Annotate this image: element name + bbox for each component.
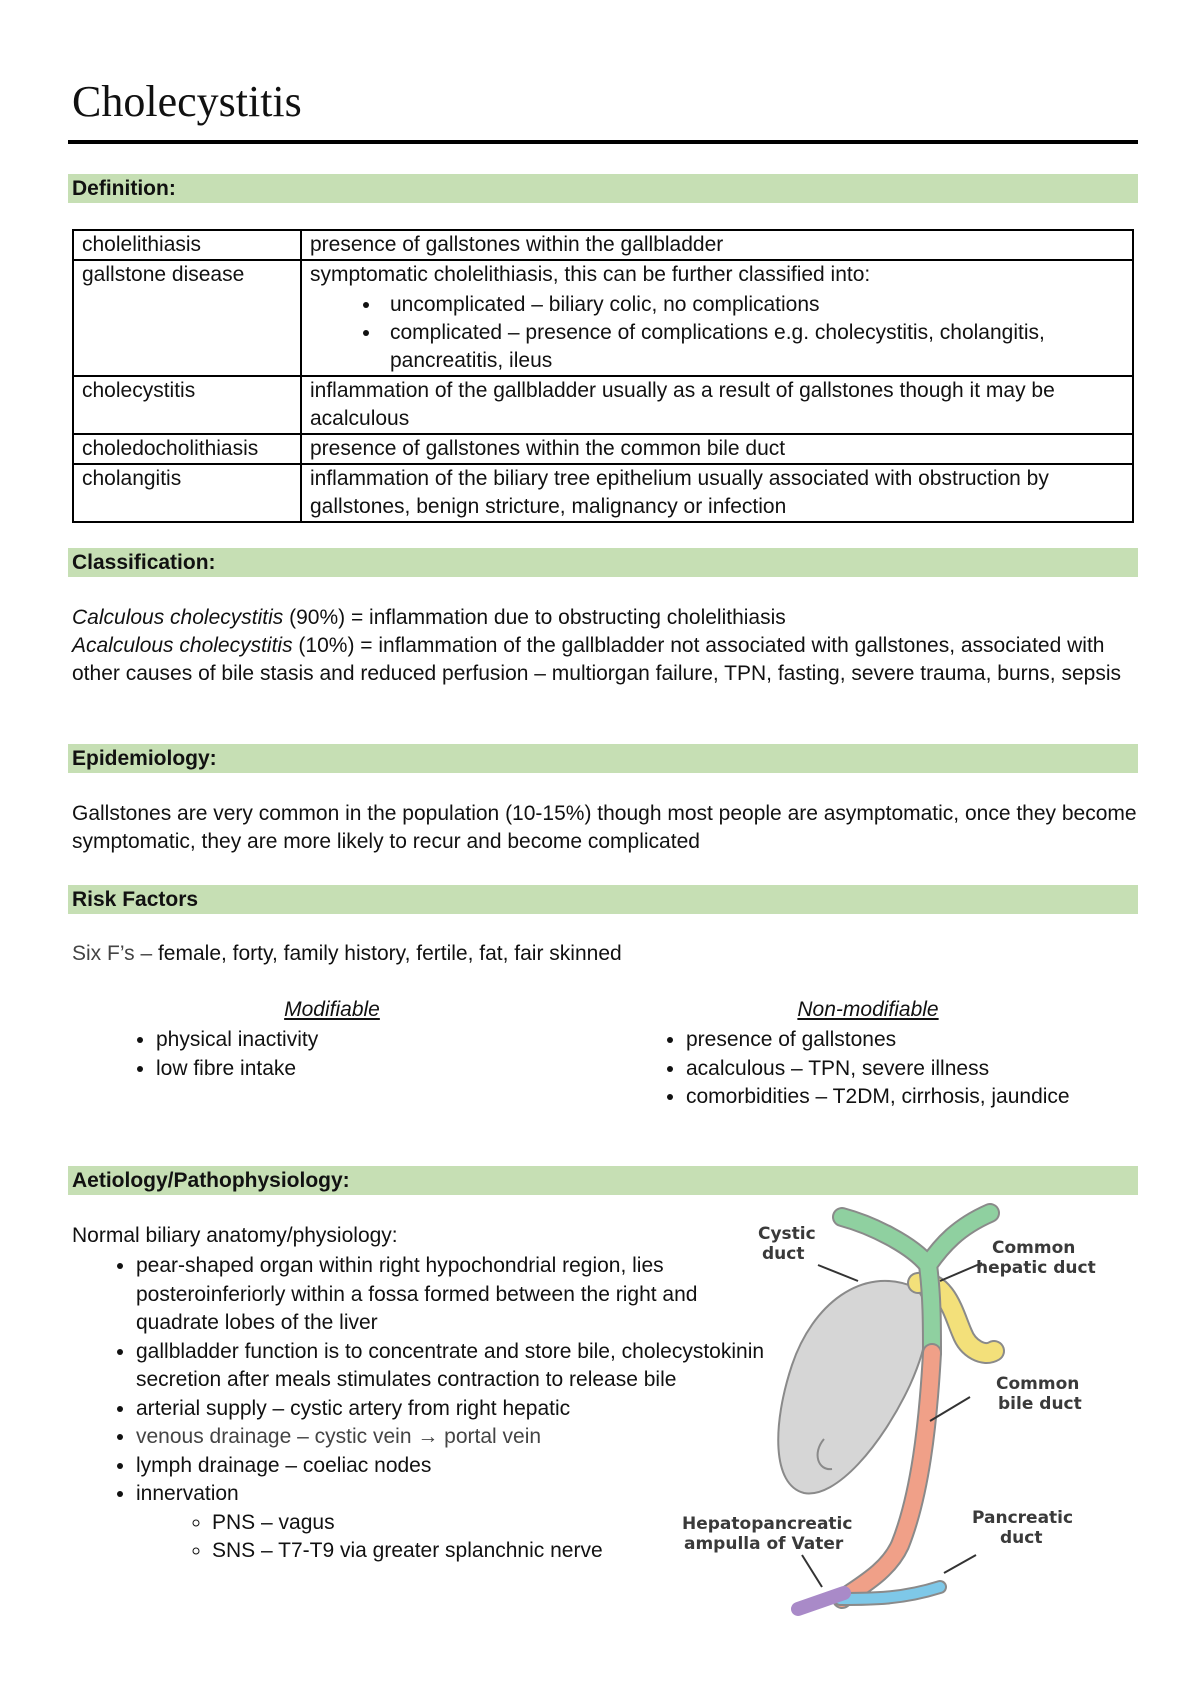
table-row [73, 260, 1133, 376]
anatomy-list [60, 1252, 776, 1566]
section-header-epidemiology [68, 744, 1138, 773]
innervation-sublist [136, 1509, 776, 1566]
innervation-text: innervation [136, 1482, 239, 1505]
list-item: • comorbidities – T2DM, cirrhosis, jaundice [686, 1083, 1086, 1112]
biliary-anatomy-diagram [682, 1224, 1172, 1625]
list-item: • arterial supply – cystic artery from right hepatic [136, 1395, 776, 1424]
cystic-duct-label-1: Cystic [758, 1224, 816, 1244]
list-item: • lymph drainage – coeliac nodes [136, 1452, 776, 1481]
common-bile-duct-label-1: Common [996, 1374, 1080, 1394]
common-bile-duct-label-2: bile duct [998, 1394, 1082, 1414]
list-item: • uncomplicated – biliary colic, no complications [382, 291, 1124, 319]
list-item: • gallbladder function is to concentrate and store bile, cholecystokinin secretion after meals stimulates contraction to release bile [136, 1338, 776, 1395]
risk-intro [72, 940, 1138, 968]
risk-intro-list: female, forty, family history, fertile, fat, fair skinned [157, 942, 622, 965]
gallbladder-shape [778, 1281, 927, 1494]
list-item: • presence of gallstones [686, 1026, 1086, 1055]
list-item [136, 1423, 776, 1452]
table-row [73, 376, 1133, 434]
venous-drainage-text: venous drainage – cystic vein → portal vein [136, 1425, 542, 1448]
list-item: ◦ PNS – vagus [212, 1509, 776, 1538]
section-header-risk-factors-label: Risk Factors [72, 888, 199, 911]
definition-text: symptomatic cholelithiasis, this can be further classified into: [310, 263, 871, 286]
table-row [73, 230, 1133, 260]
classification-acalculous [72, 632, 1138, 688]
modifiable-heading: Modifiable [284, 998, 380, 1021]
cystic-duct-leader [818, 1265, 858, 1281]
calculous-text: (90%) = inflammation due to obstructing cholelithiasis [283, 606, 786, 629]
table-cell-definition: inflammation of the biliary tree epithelium usually associated with obstruction by gallstones, benign stricture, malignancy or infection [301, 464, 1133, 522]
list-item: • pear-shaped organ within right hypochondrial region, lies posteroinferiorly within a fossa formed between the right and quadrate lobes of the liver [136, 1252, 776, 1338]
table-cell-definition: presence of gallstones within the gallbladder [301, 230, 1133, 260]
table-cell-term: gallstone disease [73, 260, 301, 376]
section-header-classification [68, 548, 1138, 577]
section-header-epidemiology-label: Epidemiology: [72, 747, 217, 770]
definitions-table [72, 229, 1134, 523]
acalculous-term: Acalculous cholecystitis [72, 634, 293, 657]
section-header-aetiology-label: Aetiology/Pathophysiology: [72, 1169, 350, 1192]
ampulla-label-2: ampulla of Vater [684, 1534, 844, 1554]
page-title: Cholecystitis [72, 77, 302, 126]
section-header-classification-label: Classification: [72, 551, 216, 574]
epidemiology-text: Gallstones are very common in the population (10-15%) though most people are asymptomatic, once they become symptomatic, they are more likely to recur and become complicated [72, 802, 1137, 853]
risk-intro-prefix: Six F’s – [72, 942, 158, 965]
common-hepatic-duct-label-2: hepatic duct [976, 1258, 1096, 1278]
section-header-definition [68, 174, 1138, 203]
classification-list [310, 291, 1124, 375]
list-item [136, 1480, 776, 1566]
table-cell-term: cholecystitis [73, 376, 301, 434]
non-modifiable-list [602, 1026, 1086, 1112]
classification-calculous [72, 604, 1138, 632]
pancreatic-duct-label-2: duct [1000, 1528, 1043, 1548]
calculous-term: Calculous cholecystitis [72, 606, 284, 629]
list-item: • acalculous – TPN, severe illness [686, 1055, 1086, 1084]
pancreatic-duct-label-1: Pancreatic [972, 1508, 1074, 1528]
list-item: ◦ SNS – T7-T9 via greater splanchnic nerve [212, 1537, 776, 1566]
table-cell-term: cholelithiasis [73, 230, 301, 260]
table-cell-definition: presence of gallstones within the common bile duct [301, 434, 1133, 464]
acalculous-text: (10%) = inflammation of the gallbladder not associated with gallstones, associated with other causes of bile stasis and reduced perfusion – multiorgan failure, TPN, fasting, severe trauma, burns, sepsis [72, 634, 1121, 685]
pancreatic-duct-leader [944, 1555, 976, 1573]
non-modifiable-heading: Non-modifiable [797, 998, 939, 1021]
table-row [73, 434, 1133, 464]
list-item: • physical inactivity [156, 1026, 676, 1055]
table-cell-term: cholangitis [73, 464, 301, 522]
title-rule [68, 140, 1138, 144]
ampulla-label-1: Hepatopancreatic [682, 1514, 853, 1534]
cystic-duct-label-2: duct [762, 1244, 805, 1264]
table-cell-term: choledocholithiasis [73, 434, 301, 464]
table-row [73, 464, 1133, 522]
section-header-aetiology [68, 1166, 1138, 1195]
section-header-definition-label: Definition: [72, 177, 176, 200]
section-header-risk-factors [68, 885, 1138, 914]
aetiology-intro: Normal biliary anatomy/physiology: [72, 1224, 398, 1247]
list-item: • complicated – presence of complications e.g. cholecystitis, cholangitis, pancreatitis, ileus [382, 319, 1124, 375]
table-cell-definition: inflammation of the gallbladder usually as a result of gallstones though it may be acalculous [301, 376, 1133, 434]
modifiable-list [72, 1026, 676, 1083]
common-hepatic-duct-label-1: Common [992, 1238, 1076, 1258]
ampulla-leader [802, 1555, 822, 1587]
list-item: • low fibre intake [156, 1055, 676, 1084]
table-cell-definition [301, 260, 1133, 376]
